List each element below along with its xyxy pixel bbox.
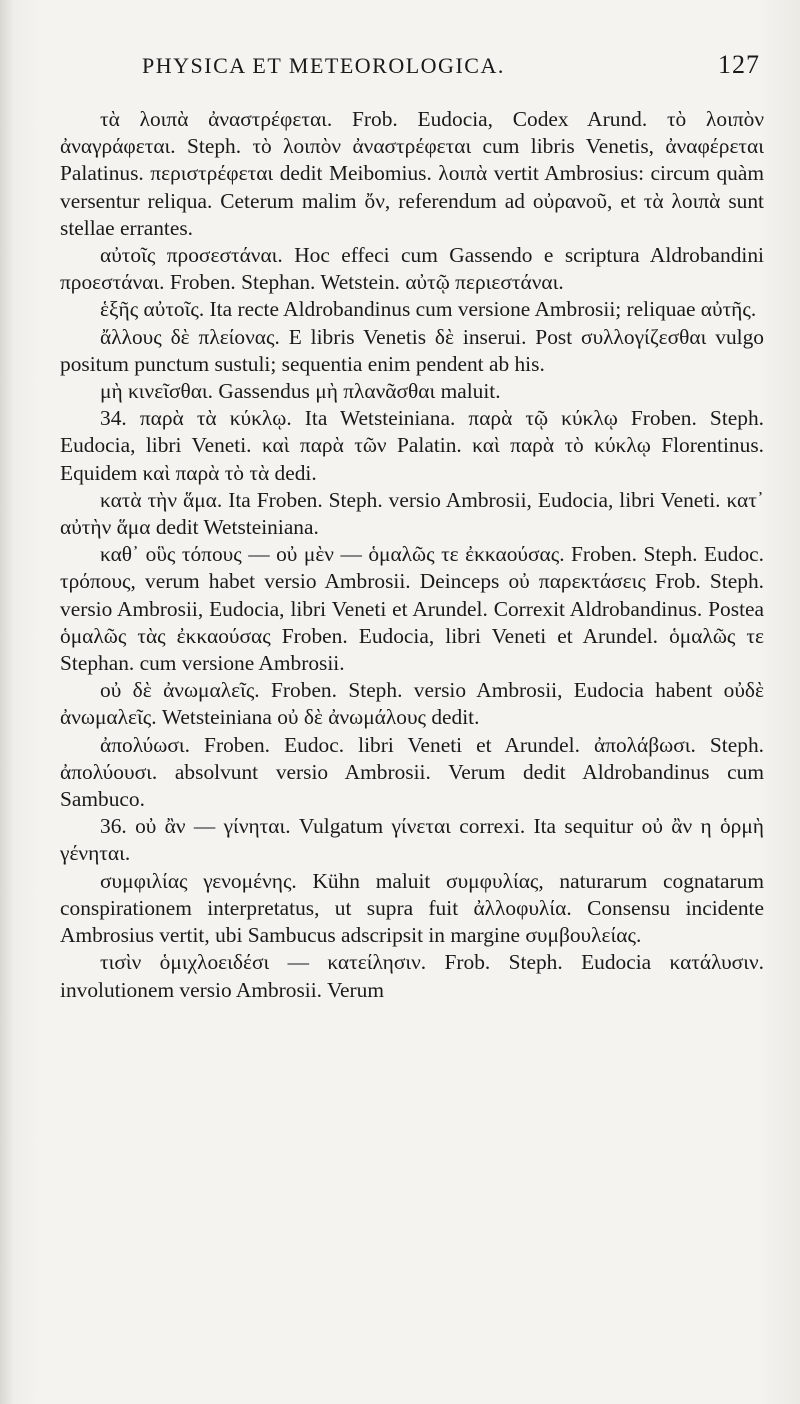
note-paragraph: καθ᾽ οὓς τόπους — οὐ μὲν — ὁμαλῶς τε ἐκκαούσας. Froben. Steph. Eudoc. τρόπους, verum habet versio Ambrosii. Deinceps οὐ παρεκτάσεις Frob. Steph. versio Ambrosii, Eudocia, libri Veneti et Arundel. Correxit Aldrobandinus. Postea ὁμαλῶς τὰς ἐκκαούσας Froben. Eudocia, libri Veneti et Arundel. ὁμαλῶς τε Stephan. cum versione Ambrosii. (60, 542, 764, 676)
running-head (60, 50, 764, 106)
note-paragraph: 34. παρὰ τὰ κύκλῳ. Ita Wetsteiniana. παρὰ τῷ κύκλῳ Froben. Steph. Eudocia, libri Veneti. καὶ παρὰ τῶν Palatin. καὶ παρὰ τὸ κύκλῳ Florentinus. Equidem καὶ παρὰ τὸ τὰ dedi. (60, 406, 764, 485)
note-paragraph: μὴ κινεῖσθαι. Gassendus μὴ πλανᾶσθαι maluit. (100, 379, 501, 404)
note-paragraph: τισὶν ὁμιχλοειδέσι — κατείλησιν. Frob. Steph. Eudocia κατάλυσιν. involutionem versio Ambrosii. Verum (60, 950, 764, 1002)
note-paragraph: ἀπολύωσι. Froben. Eudoc. libri Veneti et Arundel. ἀπολάβωσι. Steph. ἀπολύουσι. absolvunt versio Ambrosii. Verum dedit Aldrobandinus cum Sambuco. (60, 732, 764, 812)
note-paragraph: αὐτοῖς προσεστάναι. Hoc effeci cum Gassendo e scriptura Aldrobandini προεστάναι. Froben. Stephan. Wetstein. αὐτῷ περιεστάναι. (60, 243, 764, 295)
note-paragraph: τὰ λοιπὰ ἀναστρέφεται. Frob. Eudocia, Codex Arund. τὸ λοιπὸν ἀναγράφεται. Steph. τὸ λοιπὸν ἀναστρέφεται cum libris Venetis, ἀναφέρεται Palatinus. περιστρέφεται dedit Meibomius. λοιπὰ vertit Ambrosius: circum quàm versentur reliqua. Ceterum malim ὄν, referendum ad οὐρανοῦ, et τὰ λοιπὰ sunt stellae errantes. (60, 107, 764, 240)
commentary-notes (60, 106, 764, 1004)
note-paragraph: 36. οὐ ἂν — γίνηται. Vulgatum γίνεται correxi. Ita sequitur οὐ ἂν η ὁρμὴ γένηται. (60, 814, 764, 866)
note-paragraph: ἄλλους δὲ πλείονας. E libris Venetis δὲ inserui. Post συλλογίζεσθαι vulgo positum punctum sustuli; sequentia enim pendent ab his. (60, 324, 764, 376)
note-paragraph: κατὰ τὴν ἅμα. Ita Froben. Steph. versio Ambrosii, Eudocia, libri Veneti. κατ᾽ αὐτὴν ἅμα dedit Wetsteiniana. (60, 487, 764, 540)
note-paragraph: οὐ δὲ ἀνωμαλεῖς. Froben. Steph. versio Ambrosii, Eudocia habent οὐδὲ ἀνωμαλεῖς. Wetsteiniana οὐ δὲ ἀνωμάλους dedit. (60, 678, 764, 730)
note-paragraph: συμφιλίας γενομένης. Kühn maluit συμφυλίας, naturarum cognatarum conspirationem interpretatus, ut supra fuit ἀλλοφυλία. Consensu incidente Ambrosius vertit, ubi Sambucus adscripsit in margine συμβουλείας. (60, 868, 764, 948)
running-title: PHYSICA ET METEOROLOGICA. (142, 53, 505, 78)
page-number: 127 (718, 50, 760, 79)
note-paragraph: ἑξῆς αὐτοῖς. Ita recte Aldrobandinus cum versione Ambrosii; reliquae αὐτῆς. (100, 297, 757, 322)
